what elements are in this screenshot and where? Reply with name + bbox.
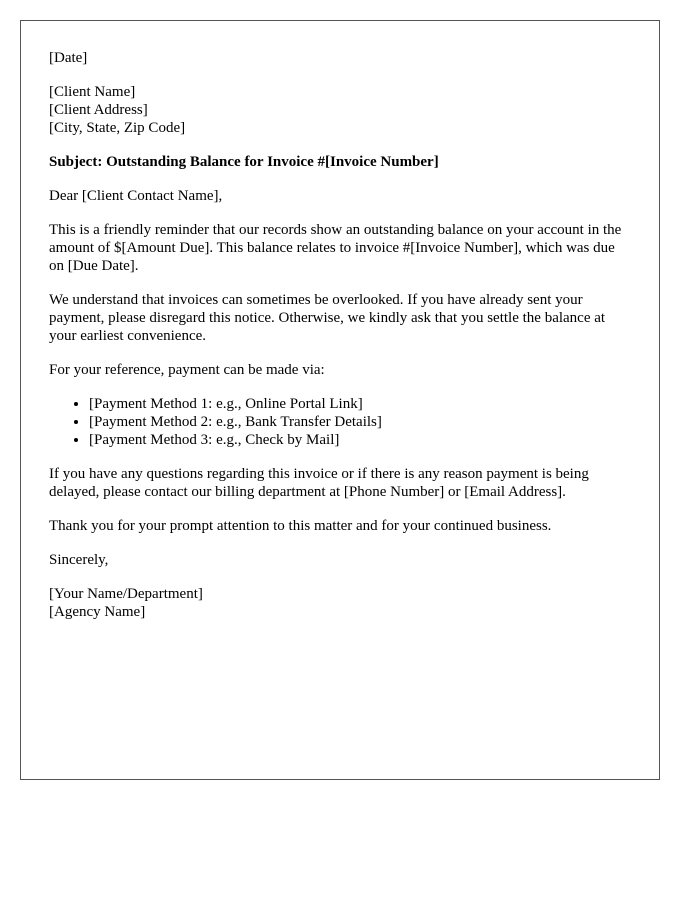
payment-methods-list [49,395,631,449]
body-paragraph-thanks: Thank you for your prompt attention to this matter and for your continued business. [49,518,552,534]
recipient-name: [Client Name] [49,84,136,100]
letter-signoff: Sincerely, [49,552,109,568]
payment-method-item: • [Payment Method 1: e.g., Online Portal Link] [89,395,631,413]
payment-method-item: • [Payment Method 2: e.g., Bank Transfer Details] [89,413,631,431]
signature-block [49,585,631,621]
recipient-address: [Client Address] [49,102,148,118]
body-paragraph-payment-intro: For your reference, payment can be made via: [49,362,325,378]
body-paragraph-reminder: This is a friendly reminder that our records show an outstanding balance on your account in the amount of $[Amount Due]. This balance relates to invoice #[Invoice Number], which was due on [Due Date]. [49,222,622,274]
signature-agency: [Agency Name] [49,604,146,620]
body-paragraph-questions: If you have any questions regarding this invoice or if there is any reason payment is being delayed, please contact our billing department at [Phone Number] or [Email Address]. [49,466,589,500]
letter-salutation: Dear [Client Contact Name], [49,188,223,204]
letter-subject: Subject: Outstanding Balance for Invoice #[Invoice Number] [49,154,439,170]
body-paragraph-overlooked: We understand that invoices can sometimes be overlooked. If you have already sent your payment, please disregard this notice. Otherwise, we kindly ask that you settle the balance at your earliest convenience. [49,292,606,344]
recipient-block [49,83,631,137]
letter-page [20,20,660,780]
recipient-city-state-zip: [City, State, Zip Code] [49,120,186,136]
letter-date: [Date] [49,50,88,66]
payment-method-item: • [Payment Method 3: e.g., Check by Mail] [89,431,631,449]
signature-name: [Your Name/Department] [49,586,203,602]
